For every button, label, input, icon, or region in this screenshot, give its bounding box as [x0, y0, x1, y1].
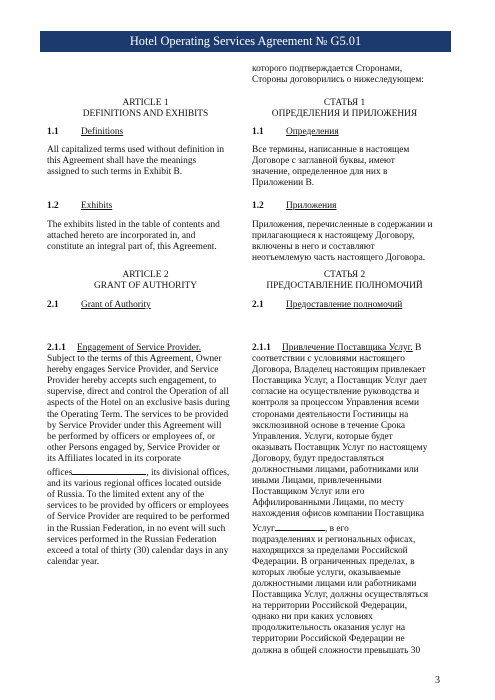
text-line: иными Лицами, привлеченными — [252, 476, 382, 487]
section-1-1-title-en — [47, 127, 244, 138]
article-number: СТАТЬЯ 2 — [323, 270, 366, 280]
text-line: неотъемлемую часть настоящего Договора. — [252, 253, 426, 264]
section-number: 1.2 — [252, 201, 264, 211]
text-line: All capitalized terms used without definition in — [47, 145, 225, 155]
text-line: согласие на осуществление руководства и — [252, 387, 420, 398]
article-title: ОПРЕДЕЛЕНИЯ И ПРИЛОЖЕНИЯ — [271, 109, 418, 119]
text-line: be performed by officers or employees of, or — [47, 431, 215, 442]
text-line: by Service Provider under this Agreement will — [47, 420, 222, 431]
text-span: , в его — [324, 523, 349, 534]
text-line: its Affiliates located in its corporate — [47, 453, 181, 464]
text-line: of Service Provider are required to be performed — [47, 512, 230, 523]
text-line: exceed a total of thirty (30) calendar days in any — [47, 545, 229, 556]
text-line: Все термины, написанные в настоящем — [252, 145, 410, 155]
text-line: Аффилированными Лицами, по месту — [252, 498, 405, 509]
section-number: 1.1 — [47, 127, 59, 137]
text-span: В — [412, 343, 422, 353]
section-1-1-title-ru — [252, 127, 437, 138]
section-title: Приложения — [286, 201, 337, 211]
text-line: территории Российской Федерации не — [252, 634, 405, 645]
text-line: находящихся за пределами Российской — [252, 545, 408, 556]
section-title: Привлечение Поставщика Услуг. — [282, 343, 413, 353]
text-line: однако ни при каких условиях — [252, 612, 373, 623]
text-line: constitute an integral part of, this Agreement. — [47, 242, 217, 253]
text-line: нахождения офисов компании Поставщика — [252, 509, 425, 520]
article-2-heading-ru — [252, 270, 437, 292]
text-line: Федерации. В ограниченных пределах, в — [252, 556, 415, 567]
text-line: значение, определенное для них в — [252, 167, 388, 178]
article-1-heading-en — [47, 98, 244, 120]
text-line: aspects of the Hotel on an exclusive basis during — [47, 398, 230, 409]
text-line: services to be provided by officers or employees — [47, 501, 229, 512]
article-1-heading-ru — [252, 98, 437, 120]
text-span: offices — [47, 468, 73, 479]
article-number: СТАТЬЯ 1 — [323, 98, 366, 108]
text-line: Договору, будут предоставляться — [252, 453, 384, 464]
text-line: подразделениях и региональных офисах, — [252, 534, 416, 545]
article-number: ARTICLE 1 — [122, 98, 169, 108]
section-title: Grant of Authority — [81, 300, 151, 310]
section-number: 2.1 — [252, 300, 264, 310]
text-line: эксклюзивной основе в течение Срока — [252, 420, 406, 431]
text-line: other Persons engaged by, Service Provider or — [47, 442, 221, 453]
intro-line: которого подтверждается Сторонами, — [252, 64, 403, 74]
text-line: of Russia. To the limited extent any of the — [47, 490, 205, 501]
blank-field — [72, 465, 146, 475]
text-line: this Agreement shall have the meanings — [47, 156, 197, 167]
text-line: продолжительность оказания услуг на — [252, 623, 406, 634]
text-line: на территории Российской Федерации, — [252, 601, 408, 612]
text-line: включены в него и составляют — [252, 242, 375, 253]
text-line: Управления. Услуги, которые будет — [252, 431, 393, 442]
right-intro — [252, 64, 437, 86]
text-span: , its divisional offices, — [146, 468, 230, 479]
text-line — [252, 521, 437, 535]
article-2-heading-en — [47, 270, 244, 292]
text-line: Subject to the terms of this Agreement, Owner — [47, 354, 222, 365]
section-number: 1.2 — [47, 201, 59, 211]
text-line: сторонами деятельности Гостиницы на — [252, 409, 409, 420]
text-line: Provider hereby accepts such engagement, to — [47, 376, 217, 387]
text-line: которых любые услуги, оказываемые — [252, 567, 401, 578]
text-line: The exhibits listed in the table of contents and — [47, 220, 220, 230]
section-title: Engagement of Service Provider. — [77, 343, 201, 353]
text-line — [252, 343, 437, 354]
section-2-1-1-text-ru — [252, 343, 437, 657]
section-2-1-title-en — [47, 300, 244, 311]
text-line: Поставщика Услуг, а Поставщик Услуг дает — [252, 376, 428, 387]
blank-field — [275, 521, 325, 531]
text-line: должна в общей сложности превышать 30 — [252, 645, 421, 656]
text-line: supervise, direct and control the Operation of all — [47, 387, 229, 398]
text-line: контроля за процессом Управления всеми — [252, 398, 419, 409]
text-span: Услуг — [252, 523, 275, 534]
text-line: Поставщиком Услуг или его — [252, 487, 365, 498]
section-1-2-title-en — [47, 201, 244, 212]
section-1-2-text-en — [47, 220, 244, 253]
text-line: assigned to such terms in Exhibit B. — [47, 167, 183, 178]
intro-line: Стороны договорились о нижеследующем: — [252, 75, 424, 86]
section-number: 2.1.1 — [252, 343, 271, 353]
text-line: Приложения, перечисленные в содержании и — [252, 220, 433, 230]
article-title: ПРЕДОСТАВЛЕНИЕ ПОЛНОМОЧИЙ — [266, 281, 423, 291]
section-title: Определения — [286, 127, 339, 137]
section-title: Definitions — [81, 127, 124, 137]
text-line: calendar year. — [47, 556, 100, 567]
section-number: 1.1 — [252, 127, 264, 137]
text-line: attached hereto are incorporated in, and — [47, 231, 196, 242]
section-1-1-text-en — [47, 145, 244, 178]
text-line: Поставщика Услуг, должны осуществляться — [252, 590, 429, 601]
section-title: Exhibits — [81, 201, 113, 211]
section-1-2-text-ru — [252, 220, 437, 264]
section-1-2-title-ru — [252, 201, 437, 212]
text-line: Договоре с заглавной буквы, имеют — [252, 156, 395, 167]
text-line: оказывать Поставщик Услуг по настоящему — [252, 442, 428, 453]
section-title: Предоставление полномочий — [286, 300, 403, 310]
section-number: 2.1.1 — [47, 343, 66, 353]
section-2-1-title-ru — [252, 300, 437, 311]
page-number: 3 — [435, 675, 440, 686]
section-number: 2.1 — [47, 300, 59, 310]
text-line: in the Russian Federation, in no event will such — [47, 523, 226, 534]
text-line: должностными лицами, работниками или — [252, 465, 419, 476]
text-line — [47, 343, 244, 354]
section-1-1-text-ru — [252, 145, 437, 189]
text-line: должностными лицами или работниками — [252, 578, 417, 589]
text-line: Приложении B. — [252, 178, 315, 189]
text-line — [47, 465, 244, 479]
text-line: services performed in the Russian Federation — [47, 534, 217, 545]
document-header — [40, 31, 451, 52]
text-line: the Operating Term. The services to be provided — [47, 409, 229, 420]
document-title: Hotel Operating Services Agreement № G5.01 — [129, 34, 362, 48]
text-line: соответствии с условиями настоящего — [252, 354, 405, 365]
article-title: GRANT OF AUTHORITY — [94, 281, 197, 291]
article-number: ARTICLE 2 — [122, 270, 169, 280]
text-line: hereby engages Service Provider, and Service — [47, 365, 219, 376]
article-title: DEFINITIONS AND EXHIBITS — [82, 109, 209, 119]
text-line: and its various regional offices located outside — [47, 479, 222, 490]
section-2-1-1-text-en — [47, 343, 244, 568]
text-line: Договора, Владелец настоящим привлекает — [252, 365, 426, 376]
text-line: прилагающиеся к настоящему Договору, — [252, 231, 415, 242]
